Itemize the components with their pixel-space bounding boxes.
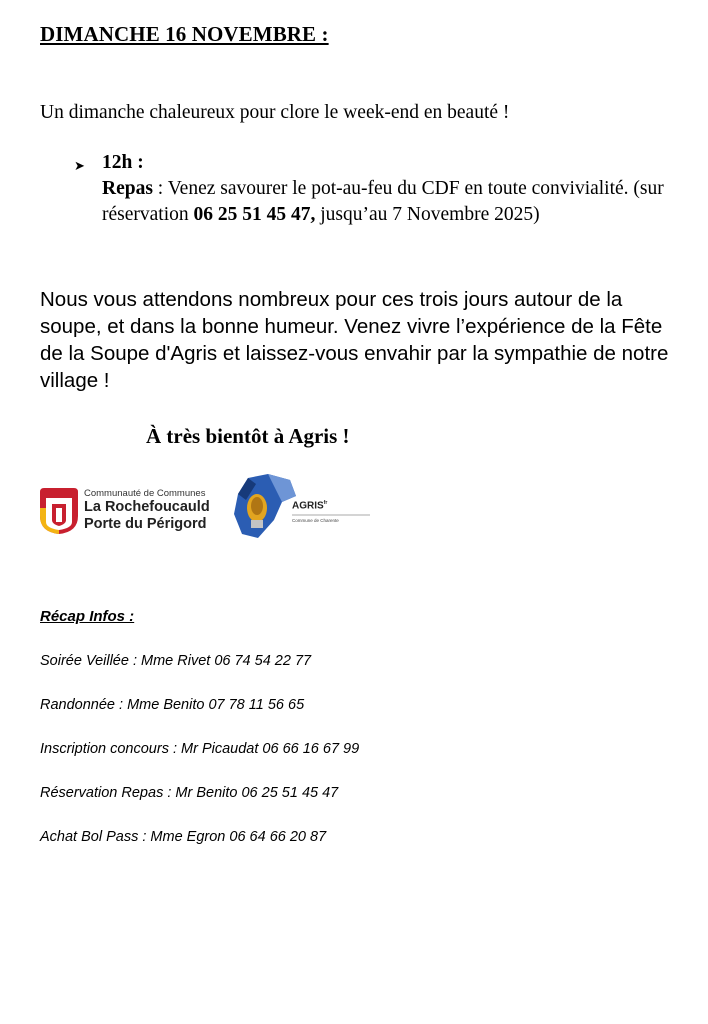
agris-divider: [292, 514, 370, 517]
closing-line: À très bientôt à Agris !: [146, 424, 350, 448]
ccr-line2: La Rochefoucauld: [84, 499, 210, 515]
ccr-line1: Communauté de Communes: [84, 488, 206, 499]
agris-name: $AGRIS^{fr}$: [292, 500, 328, 512]
recap-title: Récap Infos :: [40, 608, 135, 625]
bullet-text-after: jusqu’au 7 Novembre 2025): [315, 204, 540, 225]
ccr-emblem-icon: [38, 486, 80, 536]
recap-line: Inscription concours : Mr Picaudat 06 66 16 67 99: [40, 741, 360, 757]
intro-text: Un dimanche chaleureux pour clore le week-end en beauté !: [40, 102, 510, 123]
agris-subtitle: Commune de Charente: [292, 518, 339, 523]
bullet-text-before: : Venez savourer le pot-au-feu du CDF en toute convivialité. (sur réservation: [102, 178, 664, 225]
bullet-time: 12h :: [102, 152, 144, 173]
arrow-bullet-icon: ➤: [74, 158, 85, 173]
recap-line: Achat Bol Pass : Mme Egron 06 64 66 20 87: [40, 829, 327, 845]
ccr-logo: [38, 486, 213, 538]
invitation-paragraph: Nous vous attendons nombreux pour ces trois jours autour de la soupe, et dans la bonne humeur. Venez vivre l’expérience de la Fête de la Soupe d'Agris et laissez-vous envahir par la sympathie de notre village !: [40, 288, 669, 392]
recap-line: Réservation Repas : Mr Benito 06 25 51 45 47: [40, 785, 339, 801]
bullet-body: [102, 176, 672, 228]
agris-logo: [228, 470, 378, 542]
page-heading: DIMANCHE 16 NOVEMBRE :: [40, 22, 329, 46]
reservation-phone: 06 25 51 45 47,: [193, 204, 316, 225]
bullet-label: Repas: [102, 178, 153, 199]
recap-line: Soirée Veillée : Mme Rivet 06 74 54 22 77: [40, 653, 312, 669]
recap-line: Randonnée : Mme Benito 07 78 11 56 65: [40, 697, 305, 713]
ccr-line3: Porte du Périgord: [84, 516, 207, 532]
agris-map-icon: [228, 470, 298, 542]
lunch-bullet: [102, 150, 672, 228]
